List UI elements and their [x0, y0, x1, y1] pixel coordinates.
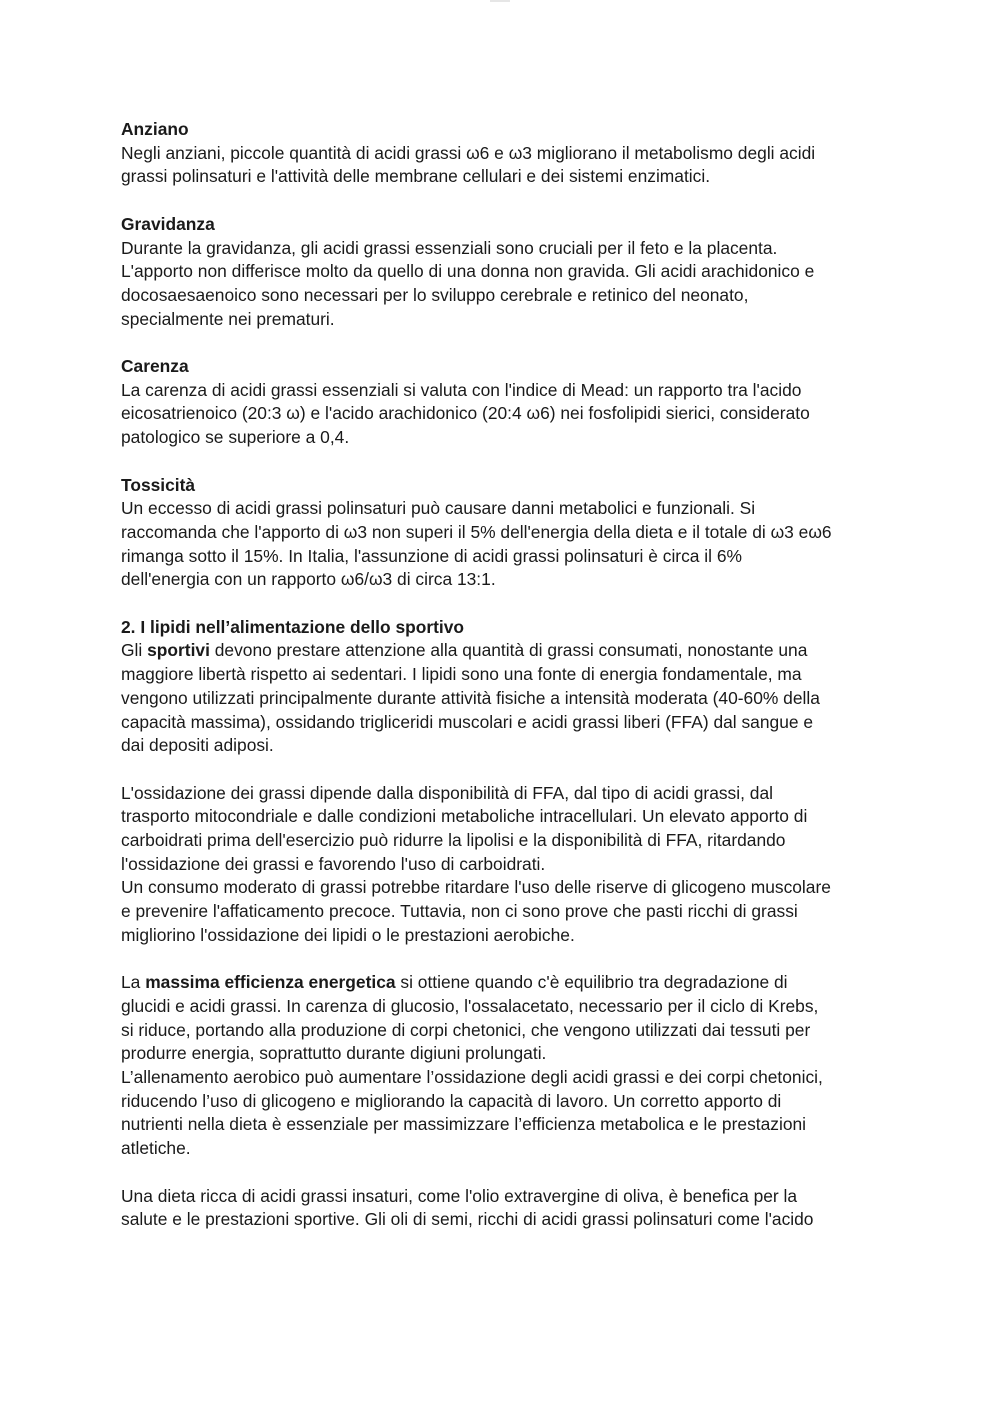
paragraph-line: dell'energia con un rapporto ω6/ω3 di circa 13:1.	[121, 569, 496, 590]
paragraph-line: Un consumo moderato di grassi potrebbe ritardare l'uso delle riserve di glicogeno muscolare	[121, 877, 831, 898]
paragraph-line: nutrienti nella dieta è essenziale per massimizzare l’efficienza metabolica e le prestazioni	[121, 1114, 807, 1135]
page-header-mark	[490, 0, 510, 2]
paragraph-line: Durante la gravidanza, gli acidi grassi essenziali sono cruciali per il feto e la placenta.	[121, 237, 778, 258]
paragraph-efficienza	[121, 971, 881, 1161]
paragraph-line: capacità massima), ossidando trigliceridi muscolari e acidi grassi liberi (FFA) dal sangue e	[121, 711, 814, 732]
paragraph-line: raccomanda che l'apporto di ω3 non superi il 5% dell'energia della dieta e il totale di ω3 eω6	[121, 521, 832, 542]
paragraph-line: La carenza di acidi grassi essenziali si valuta con l'indice di Mead: un rapporto tra l'acido	[121, 379, 802, 400]
paragraph-line: atletiche.	[121, 1138, 191, 1159]
paragraph-line: produrre energia, soprattutto durante digiuni prolungati.	[121, 1043, 547, 1064]
paragraph-line	[121, 639, 881, 663]
section-heading: Gravidanza	[121, 213, 215, 234]
paragraph-line: Negli anziani, piccole quantità di acidi grassi ω6 e ω3 migliorano il metabolismo degli acidi	[121, 142, 816, 163]
paragraph-line: L’allenamento aerobico può aumentare l’ossidazione degli acidi grassi e dei corpi chetonici,	[121, 1067, 823, 1088]
paragraph-line: maggiore libertà rispetto ai sedentari. I lipidi sono una fonte di energia fondamentale, ma	[121, 664, 802, 685]
paragraph-dieta	[121, 1185, 881, 1232]
paragraph-line: carboidrati prima dell'esercizio può ridurre la lipolisi e la disponibilità di FFA, ritardando	[121, 830, 786, 851]
paragraph-line: docosaesaenoico sono necessari per lo sviluppo cerebrale e retinico del neonato,	[121, 284, 749, 305]
section-heading: Carenza	[121, 356, 189, 376]
paragraph-line: migliorino l'ossidazione dei lipidi o le prestazioni aerobiche.	[121, 924, 575, 945]
paragraph-line: e prevenire l'affaticamento precoce. Tuttavia, non ci sono prove che pasti ricchi di grassi	[121, 901, 798, 922]
paragraph-line: riducendo l’uso di glicogeno e migliorando la capacità di lavoro. Un corretto apporto di	[121, 1090, 782, 1111]
paragraph-line: eicosatrienoico (20:3 ω) e l'acido arachidonico (20:4 ω6) nei fosfolipidi sierici, considerato	[121, 403, 810, 424]
bold-term: sportivi	[147, 640, 210, 661]
text-run: devono prestare attenzione alla quantità di grassi consumati, nonostante una	[209, 640, 808, 661]
paragraph-line	[121, 971, 881, 995]
paragraph-line: patologico se superiore a 0,4.	[121, 427, 350, 448]
section-anziano	[121, 118, 881, 189]
section-heading: 2. I lipidi nell’alimentazione dello sportivo	[121, 616, 465, 637]
section-sportivo	[121, 616, 881, 758]
section-heading: Anziano	[121, 119, 189, 139]
paragraph-line: L'apporto non differisce molto da quello di una donna non gravida. Gli acidi arachidonico e	[121, 261, 815, 282]
paragraph-line: grassi polinsaturi e l'attività delle membrane cellulari e dei sistemi enzimatici.	[121, 166, 711, 187]
paragraph-line: Un eccesso di acidi grassi polinsaturi può causare danni metabolici e funzionali. Si	[121, 498, 756, 519]
paragraph-line: rimanga sotto il 15%. In Italia, l'assunzione di acidi grassi polinsaturi è circa il 6%	[121, 545, 742, 566]
text-run: La	[121, 972, 146, 993]
paragraph-line: Una dieta ricca di acidi grassi insaturi, come l'olio extravergine di oliva, è benefica per la	[121, 1185, 798, 1206]
paragraph-line: trasporto mitocondriale e dalle condizioni metaboliche intracellulari. Un elevato apporto di	[121, 806, 808, 827]
section-gravidanza	[121, 213, 881, 332]
section-tossicita	[121, 474, 881, 593]
paragraph-line: vengono utilizzati principalmente durante attività fisiche a intensità moderata (40-60% della	[121, 687, 820, 708]
text-run: si ottiene quando c'è equilibrio tra degradazione di	[395, 972, 788, 993]
text-run: Gli	[121, 640, 148, 661]
paragraph-ossidazione	[121, 782, 881, 948]
paragraph-line: L'ossidazione dei grassi dipende dalla disponibilità di FFA, dal tipo di acidi grassi, dal	[121, 782, 773, 803]
paragraph-line: si riduce, portando alla produzione di corpi chetonici, che vengono utilizzati dai tessuti per	[121, 1019, 811, 1040]
paragraph-line: l'ossidazione dei grassi e favorendo l'uso di carboidrati.	[121, 853, 546, 874]
document-page	[121, 118, 881, 1256]
paragraph-line: salute e le prestazioni sportive. Gli oli di semi, ricchi di acidi grassi polinsaturi come l'acido	[121, 1209, 814, 1230]
section-heading: Tossicità	[121, 474, 196, 495]
bold-term: massima efficienza energetica	[145, 972, 396, 993]
paragraph-line: specialmente nei prematuri.	[121, 308, 335, 329]
section-carenza	[121, 355, 881, 450]
paragraph-line: dai depositi adiposi.	[121, 735, 274, 756]
paragraph-line: glucidi e acidi grassi. In carenza di glucosio, l'ossalacetato, necessario per il ciclo di Krebs,	[121, 995, 819, 1016]
